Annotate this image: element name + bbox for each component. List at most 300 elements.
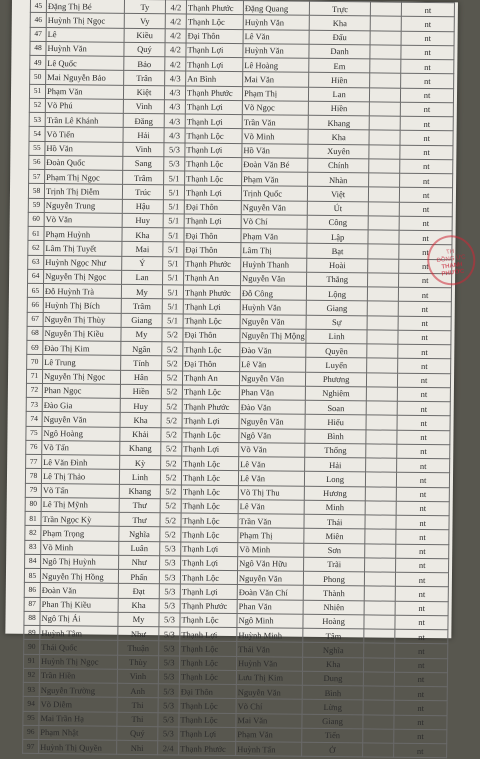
parent-given-name-cell: Đấu [309, 30, 370, 45]
student-given-name-cell: Thi [117, 698, 158, 713]
student-surname-cell: Nguyễn Thị Hồng [40, 568, 118, 583]
blank-cell-cell [364, 600, 395, 615]
row-number-cell: 72 [26, 383, 42, 397]
student-given-name-cell: Khải [120, 427, 161, 442]
parent-surname-cell: Nguyễn Văn [236, 685, 302, 700]
row-number-cell: 49 [30, 55, 46, 69]
blank-cell-cell [369, 116, 400, 131]
row-number-cell: 55 [29, 141, 45, 155]
parent-given-name-cell: Phương [306, 372, 367, 387]
class-cell: 5/2 [161, 370, 182, 384]
parent-surname-cell: Đào Văn [240, 343, 306, 358]
commune-cell: Thạnh Lộc [181, 527, 238, 542]
student-surname-cell: Võ Minh [41, 540, 119, 555]
student-surname-cell: Mai Nguyễn Bảo [46, 70, 124, 85]
class-cell: 5/2 [160, 513, 181, 527]
class-cell: 4/2 [165, 28, 186, 42]
blank-cell-cell [365, 558, 396, 573]
class-cell: 5/3 [159, 584, 180, 598]
result-cell: nt [398, 358, 451, 373]
commune-cell: Đại Thôn [183, 328, 240, 343]
commune-cell: Thạnh Lộc [181, 484, 238, 499]
result-cell: nt [394, 686, 447, 701]
row-number-cell: 63 [28, 255, 44, 269]
student-surname-cell: Phạm Văn [45, 84, 123, 99]
commune-cell: Thạnh Phước [179, 741, 236, 756]
commune-cell: Thạnh Lộc [179, 655, 236, 670]
result-cell: nt [394, 700, 447, 715]
blank-cell-cell [370, 73, 401, 88]
student-surname-cell: Phạm Thị Ngọc [45, 170, 123, 185]
result-cell: nt [395, 601, 448, 616]
student-surname-cell: Võ Tấn [41, 483, 119, 498]
class-cell: 4/2 [165, 0, 186, 14]
blank-cell-cell [366, 458, 397, 473]
class-cell: 5/3 [159, 570, 180, 584]
row-number-cell: 45 [30, 0, 46, 13]
blank-cell-cell [370, 87, 401, 102]
student-given-name-cell: Mai [122, 242, 163, 257]
parent-given-name-cell: Nghĩa [303, 642, 364, 657]
class-cell: 5/1 [163, 214, 184, 228]
student-given-name-cell: Quý [117, 726, 158, 741]
row-number-cell: 57 [29, 169, 45, 183]
class-cell: 5/3 [158, 655, 179, 669]
parent-given-name-cell: Hải [305, 457, 366, 472]
blank-cell-cell [365, 529, 396, 544]
class-cell: 5/2 [161, 385, 182, 399]
blank-cell-cell [369, 130, 400, 145]
result-cell: nt [396, 544, 449, 559]
parent-given-name-cell: Khang [308, 115, 369, 130]
commune-cell: Thạnh Lộc [180, 613, 237, 628]
class-cell: 5/1 [163, 185, 184, 199]
student-given-name-cell: Khang [119, 484, 160, 499]
student-given-name-cell: Vinh [123, 99, 164, 114]
blank-cell-cell [363, 714, 394, 729]
blank-cell-cell [363, 686, 394, 701]
row-number-cell: 87 [24, 597, 40, 611]
row-number-cell: 95 [23, 711, 39, 725]
student-surname-cell: Lê Trung [43, 355, 121, 370]
class-cell: 5/2 [162, 328, 183, 342]
class-cell: 5/2 [161, 427, 182, 441]
parent-given-name-cell: Bình [302, 685, 363, 700]
student-surname-cell: Nguyễn Thị Ngọc [42, 369, 120, 384]
parent-surname-cell: Nguyễn Văn [239, 371, 305, 386]
student-given-name-cell: Kha [122, 227, 163, 242]
student-given-name-cell: Vinh [123, 142, 164, 157]
parent-surname-cell: Trịnh Quốc [241, 186, 307, 201]
parent-surname-cell: Huỳnh Tấn [236, 742, 302, 757]
parent-given-name-cell: Xuyên [308, 144, 369, 159]
parent-given-name-cell: Trãi [304, 557, 365, 572]
student-given-name-cell: Lan [122, 270, 163, 285]
student-given-name-cell: Hải [123, 128, 164, 143]
result-cell: nt [400, 159, 453, 174]
student-given-name-cell: Huy [120, 398, 161, 413]
parent-surname-cell: Võ Thị Thu [238, 485, 304, 500]
blank-cell-cell [366, 429, 397, 444]
result-cell: nt [397, 401, 450, 416]
row-number-cell: 91 [23, 654, 39, 668]
student-surname-cell: Trần Hiền [39, 668, 117, 683]
commune-cell: Thạnh Lợi [180, 627, 237, 642]
student-given-name-cell: Như [118, 626, 159, 641]
student-given-name-cell: My [118, 612, 159, 627]
blank-cell-cell [364, 572, 395, 587]
result-cell: nt [398, 330, 451, 345]
result-cell: nt [399, 273, 452, 288]
parent-surname-cell: Lê Văn [239, 457, 305, 472]
commune-cell: Thạnh Lộc [179, 712, 236, 727]
student-given-name-cell: Trâm [121, 299, 162, 314]
result-cell: nt [400, 102, 453, 117]
commune-cell: Thạnh Lộc [183, 342, 240, 357]
parent-surname-cell: Đoàn Văn Bé [242, 157, 308, 172]
commune-cell: Đại Thôn [184, 199, 241, 214]
student-surname-cell: Nguyễn Thị Ngọc [44, 269, 122, 284]
result-cell: nt [399, 230, 452, 245]
student-surname-cell: Huỳnh Thị Ngọc [46, 13, 124, 28]
row-number-cell: 81 [25, 511, 41, 525]
parent-surname-cell: Hồ Văn [242, 143, 308, 158]
blank-cell-cell [369, 102, 400, 117]
parent-surname-cell: Ngô Văn [239, 428, 305, 443]
parent-given-name-cell: Luyến [306, 358, 367, 373]
parent-given-name-cell: Tiến [302, 728, 363, 743]
commune-cell: Thạnh Lộc [181, 499, 238, 514]
blank-cell-cell [369, 144, 400, 159]
parent-surname-cell: Thái Văn [237, 642, 303, 657]
paper-sheet [5, 0, 466, 756]
student-surname-cell: Võ Diễm [39, 697, 117, 712]
student-given-name-cell: Luân [119, 541, 160, 556]
parent-given-name-cell: Sơn [304, 543, 365, 558]
parent-given-name-cell: Chính [308, 158, 369, 173]
blank-cell-cell [368, 273, 399, 288]
student-given-name-cell: Huy [122, 213, 163, 228]
class-cell: 5/3 [160, 541, 181, 555]
student-surname-cell: Nguyễn Trung [44, 198, 122, 213]
result-cell: nt [401, 59, 454, 74]
class-cell: 5/2 [161, 456, 182, 470]
row-number-cell: 50 [30, 70, 46, 84]
student-given-name-cell: Phấn [118, 569, 159, 584]
commune-cell: Đại Thôn [186, 28, 243, 43]
class-cell: 5/3 [159, 598, 180, 612]
blank-cell-cell [367, 344, 398, 359]
class-cell: 4/3 [165, 71, 186, 85]
parent-surname-cell: Mai Văn [236, 713, 302, 728]
student-surname-cell: Phan Ngọc [42, 383, 120, 398]
student-given-name-cell: My [121, 284, 162, 299]
student-given-name-cell: My [121, 327, 162, 342]
parent-surname-cell: Huỳnh Văn [243, 15, 309, 30]
class-cell: 5/1 [163, 242, 184, 256]
commune-cell: Thạnh Lộc [180, 570, 237, 585]
commune-cell: Đại Thôn [183, 356, 240, 371]
parent-given-name-cell: Kha [303, 657, 364, 672]
blank-cell-cell [366, 415, 397, 430]
class-cell: 5/3 [159, 612, 180, 626]
student-given-name-cell: Khang [120, 441, 161, 456]
class-cell: 4/3 [164, 128, 185, 142]
parent-surname-cell: Phạm Văn [241, 229, 307, 244]
student-surname-cell: Đào Gia [42, 398, 120, 413]
result-cell: nt [394, 743, 447, 758]
row-number-cell: 62 [28, 241, 44, 255]
row-number-cell: 59 [28, 198, 44, 212]
student-surname-cell: Lê Văn Đình [42, 455, 120, 470]
parent-surname-cell: Võ Ngọc [242, 100, 308, 115]
parent-surname-cell: Huỳnh Văn [243, 43, 309, 58]
result-cell: nt [397, 472, 450, 487]
student-surname-cell: Phạm Huỳnh [44, 227, 122, 242]
commune-cell: Thạnh Phước [180, 598, 237, 613]
row-number-cell: 60 [28, 212, 44, 226]
parent-given-name-cell: Nhàn [308, 172, 369, 187]
student-given-name-cell: Vy [124, 14, 165, 29]
parent-given-name-cell: Trực [309, 1, 370, 16]
class-cell: 4/3 [164, 114, 185, 128]
student-surname-cell: Lê Thị Mỹnh [41, 497, 119, 512]
parent-given-name-cell: Hiền [309, 73, 370, 88]
result-cell: nt [396, 529, 449, 544]
row-number-cell: 52 [29, 98, 45, 112]
student-surname-cell: Nguyễn Trường [39, 682, 117, 697]
parent-given-name-cell: Danh [309, 44, 370, 59]
parent-surname-cell: Võ Văn [239, 442, 305, 457]
row-number-cell: 89 [24, 625, 40, 639]
result-cell: nt [395, 586, 448, 601]
student-surname-cell: Đặng Thị Bé [46, 0, 124, 14]
class-cell: 4/2 [165, 14, 186, 28]
parent-surname-cell: Nguyễn Văn [241, 271, 307, 286]
result-cell: nt [396, 487, 449, 502]
student-surname-cell: Trần Ngọc Kỳ [41, 511, 119, 526]
blank-cell-cell [367, 301, 398, 316]
parent-given-name-cell: Lừng [302, 699, 363, 714]
student-surname-cell: Huỳnh Thị Quyền [39, 739, 117, 754]
commune-cell: Thạnh Lộc [182, 385, 239, 400]
student-surname-cell: Phan Thị Kiều [40, 597, 118, 612]
parent-surname-cell: Võ Chí [241, 214, 307, 229]
parent-given-name-cell: Hoài [307, 258, 368, 273]
parent-given-name-cell: Hiếu [305, 415, 366, 430]
blank-cell-cell [366, 401, 397, 416]
blank-cell-cell [364, 615, 395, 630]
parent-surname-cell: Nguyễn Thị Mộng [240, 328, 306, 343]
parent-surname-cell: Phạm Thị [238, 528, 304, 543]
blank-cell-cell [364, 657, 395, 672]
blank-cell-cell [370, 59, 401, 74]
blank-cell-cell [367, 372, 398, 387]
row-number-cell: 67 [27, 312, 43, 326]
class-cell: 4/2 [165, 57, 186, 71]
stamp-line-3: THẠNH PHƯỚC [441, 261, 465, 278]
student-surname-cell: Võ Phú [45, 98, 123, 113]
commune-cell: Thạnh Lộc [182, 456, 239, 471]
class-cell: 5/1 [163, 271, 184, 285]
parent-surname-cell: Đỗ Công [240, 286, 306, 301]
parent-surname-cell: Nguyễn Văn [237, 571, 303, 586]
blank-cell-cell [370, 30, 401, 45]
student-surname-cell: Võ Tiến [45, 127, 123, 142]
student-surname-cell: Đoàn Quốc [45, 155, 123, 170]
commune-cell: Thạnh Phước [184, 256, 241, 271]
student-roster-table [22, 0, 455, 759]
commune-cell: Thạnh Lộc [180, 641, 237, 656]
parent-surname-cell: Võ Minh [242, 129, 308, 144]
row-number-cell: 75 [26, 426, 42, 440]
row-number-cell: 58 [28, 184, 44, 198]
student-given-name-cell: Ý [122, 256, 163, 271]
parent-given-name-cell: Út [307, 201, 368, 216]
class-cell: 5/2 [161, 413, 182, 427]
parent-surname-cell: Lê Văn [238, 471, 304, 486]
student-given-name-cell: Kha [120, 413, 161, 428]
parent-surname-cell: Ngô Văn Hữu [238, 556, 304, 571]
parent-surname-cell: Huỳnh Văn [240, 300, 306, 315]
result-cell: nt [398, 344, 451, 359]
student-surname-cell: Đỗ Huỳnh Trà [43, 284, 121, 299]
class-cell: 5/2 [162, 356, 183, 370]
parent-given-name-cell: Tâm [303, 628, 364, 643]
result-cell: nt [397, 415, 450, 430]
commune-cell: Thạnh An [182, 370, 239, 385]
student-given-name-cell: Quý [124, 42, 165, 57]
student-surname-cell: Huỳnh Văn [46, 41, 124, 56]
parent-given-name-cell: Quyền [306, 343, 367, 358]
result-cell: nt [394, 672, 447, 687]
parent-given-name-cell: Giang [306, 301, 367, 316]
student-given-name-cell: Đạt [118, 584, 159, 599]
row-number-cell: 53 [29, 112, 45, 126]
commune-cell: Thạnh Lợi [181, 541, 238, 556]
blank-cell-cell [368, 216, 399, 231]
row-number-cell: 80 [25, 497, 41, 511]
result-cell: nt [396, 501, 449, 516]
student-surname-cell: Hồ Văn [45, 141, 123, 156]
result-cell: nt [397, 430, 450, 445]
commune-cell: Thạnh Lợi [180, 584, 237, 599]
commune-cell: Thạnh Phước [186, 0, 243, 15]
class-cell: 5/1 [162, 285, 183, 299]
row-number-cell: 84 [25, 554, 41, 568]
blank-cell-cell [363, 729, 394, 744]
student-given-name-cell: Sang [123, 156, 164, 171]
blank-cell-cell [370, 2, 401, 17]
parent-surname-cell: Phạm Văn [242, 172, 308, 187]
row-number-cell: 82 [25, 526, 41, 540]
result-cell: nt [398, 287, 451, 302]
student-surname-cell: Ngô Thị Ái [40, 611, 118, 626]
class-cell: 5/3 [159, 641, 180, 655]
parent-surname-cell: Trần Văn [238, 514, 304, 529]
student-surname-cell: Võ Tấn [42, 440, 120, 455]
blank-cell-cell [363, 700, 394, 715]
commune-cell: Thạnh Lộc [179, 698, 236, 713]
row-number-cell: 54 [29, 127, 45, 141]
class-cell: 2/4 [158, 741, 179, 755]
parent-given-name-cell: Hoàng [303, 614, 364, 629]
parent-surname-cell: Lê Văn [243, 29, 309, 44]
parent-given-name-cell: Long [305, 472, 366, 487]
parent-surname-cell: Ngô Minh [237, 613, 303, 628]
parent-given-name-cell: Bạt [307, 244, 368, 259]
commune-cell: Thạnh Lợi [186, 57, 243, 72]
row-number-cell: 51 [29, 84, 45, 98]
class-cell: 5/1 [163, 228, 184, 242]
result-cell: nt [401, 73, 454, 88]
result-cell: nt [395, 629, 448, 644]
result-cell: nt [394, 715, 447, 730]
parent-given-name-cell: Sự [306, 315, 367, 330]
row-number-cell: 86 [24, 583, 40, 597]
parent-given-name-cell: Phong [303, 571, 364, 586]
class-cell: 5/1 [163, 199, 184, 213]
student-surname-cell: Huỳnh Thị Ngọc [39, 654, 117, 669]
parent-given-name-cell: Miên [304, 529, 365, 544]
student-given-name-cell: Ngân [121, 341, 162, 356]
blank-cell-cell [369, 159, 400, 174]
row-number-cell: 71 [26, 369, 42, 383]
commune-cell: Thạnh Phước [185, 85, 242, 100]
parent-given-name-cell: Bình [305, 429, 366, 444]
parent-given-name-cell: Thành [303, 585, 364, 600]
result-cell: nt [398, 316, 451, 331]
result-cell: nt [397, 444, 450, 459]
result-cell: nt [400, 130, 453, 145]
class-cell: 5/1 [162, 299, 183, 313]
student-surname-cell: Ngô Thị Huỳnh [41, 554, 119, 569]
student-given-name-cell: Thùy [117, 655, 158, 670]
blank-cell-cell [367, 315, 398, 330]
commune-cell: Thạnh Phước [183, 285, 240, 300]
commune-cell: Thạnh Lộc [183, 313, 240, 328]
parent-given-name-cell: Dung [302, 671, 363, 686]
student-given-name-cell: Thư [119, 498, 160, 513]
class-cell: 5/2 [162, 342, 183, 356]
student-surname-cell: Lê Thị Thảo [41, 469, 119, 484]
student-surname-cell: Nguyễn Thị Thùy [43, 312, 121, 327]
student-surname-cell: Võ Văn [44, 212, 122, 227]
student-surname-cell: Trịnh Thị Diễm [44, 184, 122, 199]
student-given-name-cell: Vinh [117, 669, 158, 684]
student-given-name-cell: Anh [117, 683, 158, 698]
result-cell: nt [397, 458, 450, 473]
commune-cell: Thạnh Lợi [185, 142, 242, 157]
commune-cell: Thạnh Lợi [182, 413, 239, 428]
result-cell: nt [401, 16, 454, 31]
roster-body [23, 0, 455, 758]
blank-cell-cell [364, 643, 395, 658]
student-given-name-cell: Nghĩa [119, 527, 160, 542]
student-surname-cell: Huỳnh Tâm [40, 625, 118, 640]
class-cell: 5/2 [160, 498, 181, 512]
parent-surname-cell: Huỳnh Văn [236, 656, 302, 671]
class-cell: 5/1 [163, 256, 184, 270]
commune-cell: Đại Thôn [179, 684, 236, 699]
parent-given-name-cell: Thống [305, 443, 366, 458]
parent-surname-cell: Lưu Thị Kim [236, 670, 302, 685]
class-cell: 5/3 [159, 627, 180, 641]
commune-cell: Thạnh An [184, 271, 241, 286]
result-cell: nt [399, 202, 452, 217]
class-cell: 4/3 [164, 85, 185, 99]
parent-surname-cell: Phạm Văn [236, 727, 302, 742]
